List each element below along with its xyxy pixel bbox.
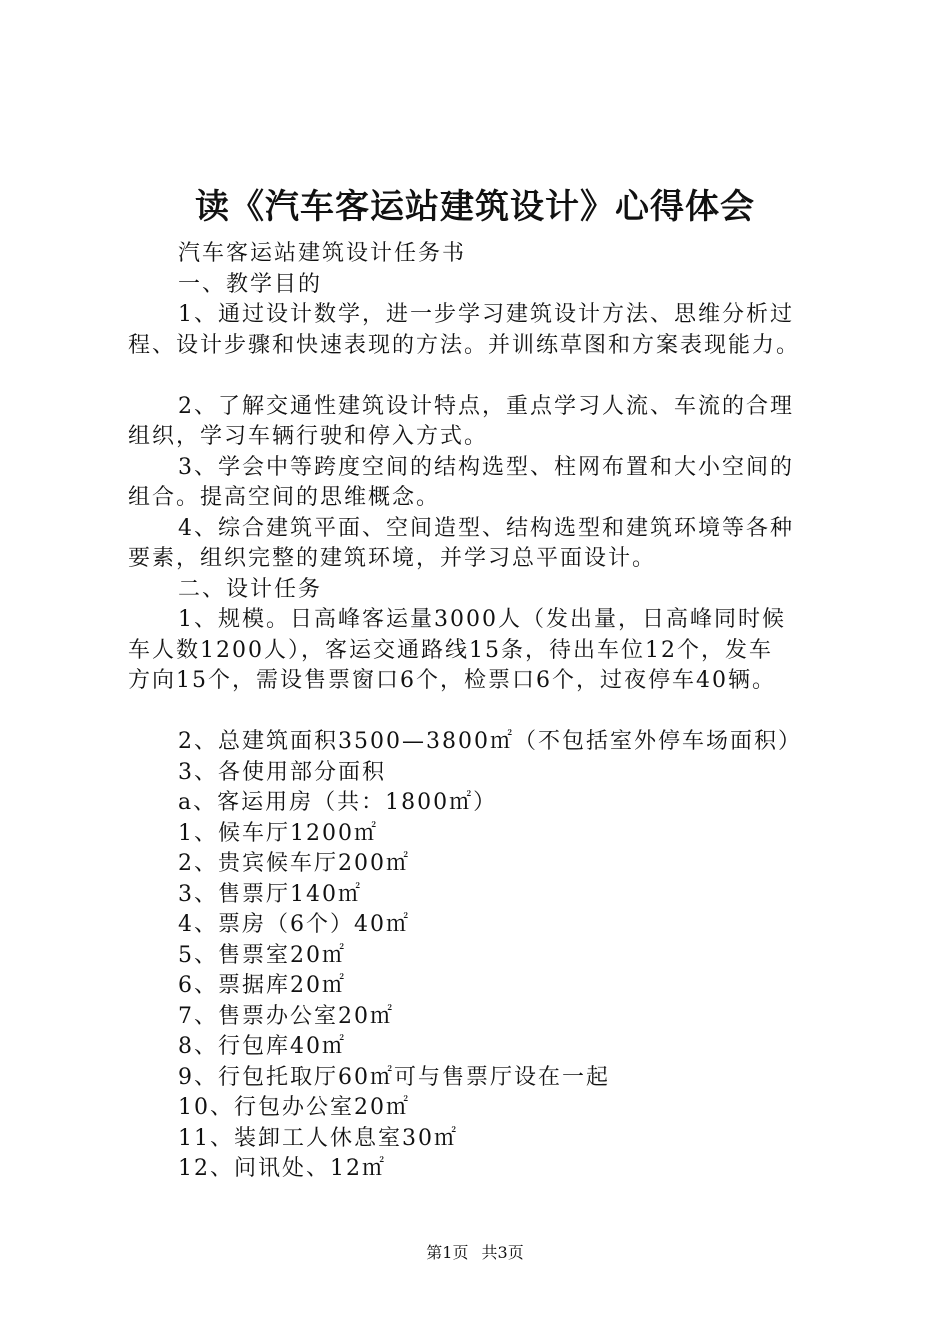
- paragraph-line: 3、学会中等跨度空间的结构选型、柱网布置和大小空间的: [178, 454, 794, 480]
- paragraph-line: 要素，组织完整的建筑环境，并学习总平面设计。: [128, 546, 657, 571]
- page-total: 共3页: [481, 1243, 524, 1262]
- paragraph-line: 方向15个，需设售票窗口6个，检票口6个，过夜停车40辆。: [128, 668, 776, 693]
- paragraph-line: 车人数1200人），客运交通路线15条，待出车位12个，发车: [128, 637, 773, 663]
- document-title: 读《汽车客运站建筑设计》心得体会: [195, 187, 755, 227]
- list-item: 7、售票办公室20㎡: [178, 1003, 394, 1029]
- paragraph-line: 2、总建筑面积3500—3800㎡（不包括室外停车场面积）: [178, 729, 802, 754]
- paragraph-gap: [128, 697, 833, 728]
- list-item: 12、问讯处、12㎡: [178, 1156, 386, 1181]
- page-number: 第1页: [426, 1243, 469, 1262]
- document-body: [128, 239, 833, 1185]
- paragraph-line: 程、设计步骤和快速表现的方法。并训练草图和方案表现能力。: [128, 332, 801, 358]
- section-heading: 一、教学目的: [178, 271, 323, 297]
- paragraph-gap: [128, 361, 833, 392]
- list-item: 10、行包办公室20㎡: [178, 1095, 410, 1120]
- list-item: 2、贵宾候车厅200㎡: [178, 851, 410, 876]
- list-item: 4、票房（6个）40㎡: [178, 912, 410, 937]
- paragraph-line: 4、综合建筑平面、空间造型、结构选型和建筑环境等各种: [178, 515, 794, 541]
- paragraph-line: 1、规模。日高峰客运量3000人（发出量，日高峰同时候: [178, 607, 786, 632]
- list-item: 9、行包托取厅60㎡可与售票厅设在一起: [178, 1064, 610, 1090]
- list-item: 5、售票室20㎡: [178, 942, 346, 968]
- paragraph-line: 2、了解交通性建筑设计特点，重点学习人流、车流的合理: [178, 393, 794, 419]
- paragraph-line: 1、通过设计数学，进一步学习建筑设计方法、思维分析过: [178, 302, 794, 327]
- paragraph-line: 汽车客运站建筑设计任务书: [178, 241, 467, 266]
- list-item: 6、票据库20㎡: [178, 973, 346, 998]
- paragraph-line: 组织，学习车辆行驶和停入方式。: [128, 424, 489, 449]
- list-item: 8、行包库40㎡: [178, 1034, 346, 1059]
- list-item: 3、售票厅140㎡: [178, 881, 362, 907]
- list-item: 1、候车厅1200㎡: [178, 820, 378, 846]
- list-item: a、客运用房（共：1800㎡）: [178, 790, 498, 815]
- list-item: 3、各使用部分面积: [178, 759, 386, 785]
- paragraph-line: 组合。提高空间的思维概念。: [128, 485, 441, 510]
- page-footer: [0, 1241, 950, 1265]
- section-heading: 二、设计任务: [178, 576, 323, 602]
- list-item: 11、装卸工人休息室30㎡: [178, 1125, 458, 1151]
